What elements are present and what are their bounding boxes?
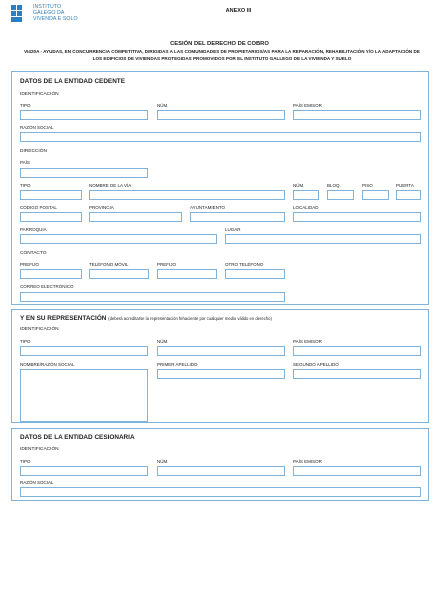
otro-telefono-label: OTRO TELÉFONO bbox=[225, 262, 264, 267]
provincia-field[interactable] bbox=[89, 212, 182, 222]
tipo-via-label: TIPO bbox=[20, 183, 31, 188]
num-label: NÚM. bbox=[157, 103, 169, 108]
parroquia-field[interactable] bbox=[20, 234, 217, 244]
subsection-direccion: DIRECCIÓN bbox=[20, 149, 47, 154]
piso-field[interactable] bbox=[362, 190, 389, 200]
subsection-contacto: CONTACTO bbox=[20, 251, 47, 256]
prefijo2-label: PREFIJO bbox=[157, 262, 177, 267]
razon-social-field[interactable] bbox=[20, 132, 421, 142]
puerta-label: PUERTA bbox=[396, 183, 414, 188]
pais-emisor-field[interactable] bbox=[293, 466, 421, 476]
subsection-identificacion: IDENTIFICACIÓN bbox=[20, 92, 59, 97]
nombre-label: NOMBRE/RAZÓN SOCIAL bbox=[20, 362, 75, 367]
provincia-label: PROVINCIA bbox=[89, 205, 114, 210]
tipo-field[interactable] bbox=[20, 346, 148, 356]
codigo-postal-field[interactable] bbox=[20, 212, 82, 222]
tipo-via-field[interactable] bbox=[20, 190, 82, 200]
subsection-identificacion: IDENTIFICACIÓN bbox=[20, 327, 59, 332]
pais-emisor-label: PAÍS EMISOR bbox=[293, 459, 322, 464]
bloq-field[interactable] bbox=[327, 190, 354, 200]
num-field[interactable] bbox=[157, 346, 285, 356]
bloq-label: BLOQ. bbox=[327, 183, 341, 188]
primer-apellido-label: PRIMER APELLIDO bbox=[157, 362, 198, 367]
piso-label: PISO bbox=[362, 183, 373, 188]
section-title: DATOS DE LA ENTIDAD CESIONARIA bbox=[20, 434, 135, 441]
razon-social-field[interactable] bbox=[20, 487, 421, 497]
telefono-movil-label: TELÉFONO MÓVIL bbox=[89, 262, 129, 267]
page-subtitle: VI420A - AYUDAS, EN CONCURRENCIA COMPETITIVA, DIRIGIDAS A LAS COMUNIDADES DE PROPIETARIOS/AS PARA LA REPARACIÓN, REHABILITACIÓN Y/O LA ADAPTACIÓN DE LOS EDIFICIOS DE VIVIENDAS PROTEGIDAS PROMOVIDOS POR EL INSTITUTO GALLEGO DE LA VIVIENDA Y SUELO bbox=[24, 49, 420, 61]
pais-label: PAÍS bbox=[20, 160, 30, 165]
nombre-field[interactable] bbox=[20, 369, 148, 422]
ayuntamiento-field[interactable] bbox=[190, 212, 285, 222]
prefijo-field[interactable] bbox=[20, 269, 82, 279]
prefijo2-field[interactable] bbox=[157, 269, 217, 279]
tipo-label: TIPO bbox=[20, 339, 31, 344]
segundo-apellido-label: SEGUNDO APELLIDO bbox=[293, 362, 339, 367]
razon-social-label: RAZÓN SOCIAL bbox=[20, 480, 54, 485]
num-label: NÚM. bbox=[157, 459, 169, 464]
correo-field[interactable] bbox=[20, 292, 285, 302]
num-field[interactable] bbox=[157, 110, 285, 120]
num-field[interactable] bbox=[157, 466, 285, 476]
anexo-label: ANEXO III bbox=[225, 8, 252, 14]
tipo-field[interactable] bbox=[20, 466, 148, 476]
lugar-label: LUGAR bbox=[225, 227, 241, 232]
pais-emisor-field[interactable] bbox=[293, 346, 421, 356]
section-cesionaria bbox=[11, 428, 429, 501]
localidad-field[interactable] bbox=[293, 212, 421, 222]
nombre-via-field[interactable] bbox=[89, 190, 285, 200]
num-via-label: NÚM. bbox=[293, 183, 305, 188]
pais-emisor-label: PAÍS EMISOR bbox=[293, 103, 322, 108]
puerta-field[interactable] bbox=[396, 190, 421, 200]
parroquia-label: PARROQUIA bbox=[20, 227, 47, 232]
codigo-postal-label: CÓDIGO POSTAL bbox=[20, 205, 57, 210]
num-label: NÚM. bbox=[157, 339, 169, 344]
num-via-field[interactable] bbox=[293, 190, 319, 200]
section-title: DATOS DE LA ENTIDAD CEDENTE bbox=[20, 78, 125, 85]
segundo-apellido-field[interactable] bbox=[293, 369, 421, 379]
pais-emisor-label: PAÍS EMISOR bbox=[293, 339, 322, 344]
logo-text: INSTITUTO GALEGO DA VIVENDA E SOLO bbox=[33, 4, 78, 22]
section-title: Y EN SU REPRESENTACIÓN (deberá acreditarse la representación fehaciente por cualquier medio válido en derecho) bbox=[20, 315, 272, 322]
telefono-movil-field[interactable] bbox=[89, 269, 149, 279]
pais-emisor-field[interactable] bbox=[293, 110, 421, 120]
ayuntamiento-label: AYUNTAMIENTO bbox=[190, 205, 226, 210]
primer-apellido-field[interactable] bbox=[157, 369, 285, 379]
subsection-identificacion: IDENTIFICACIÓN bbox=[20, 447, 59, 452]
section-cedente bbox=[11, 71, 429, 305]
localidad-label: LOCALIDAD bbox=[293, 205, 319, 210]
section-representacion bbox=[11, 309, 429, 423]
tipo-field[interactable] bbox=[20, 110, 148, 120]
otro-telefono-field[interactable] bbox=[225, 269, 285, 279]
razon-social-label: RAZÓN SOCIAL bbox=[20, 125, 54, 130]
tipo-label: TIPO bbox=[20, 459, 31, 464]
pais-field[interactable] bbox=[20, 168, 148, 178]
lugar-field[interactable] bbox=[225, 234, 421, 244]
tipo-label: TIPO bbox=[20, 103, 31, 108]
prefijo-label: PREFIJO bbox=[20, 262, 40, 267]
representacion-note: (deberá acreditarse la representación fehaciente por cualquier medio válido en derecho) bbox=[108, 316, 272, 321]
page-title: CESIÓN DEL DERECHO DE COBRO bbox=[170, 41, 269, 47]
correo-label: CORREO ELECTRÓNICO bbox=[20, 284, 74, 289]
nombre-via-label: NOMBRE DE LA VÍA bbox=[89, 183, 132, 188]
